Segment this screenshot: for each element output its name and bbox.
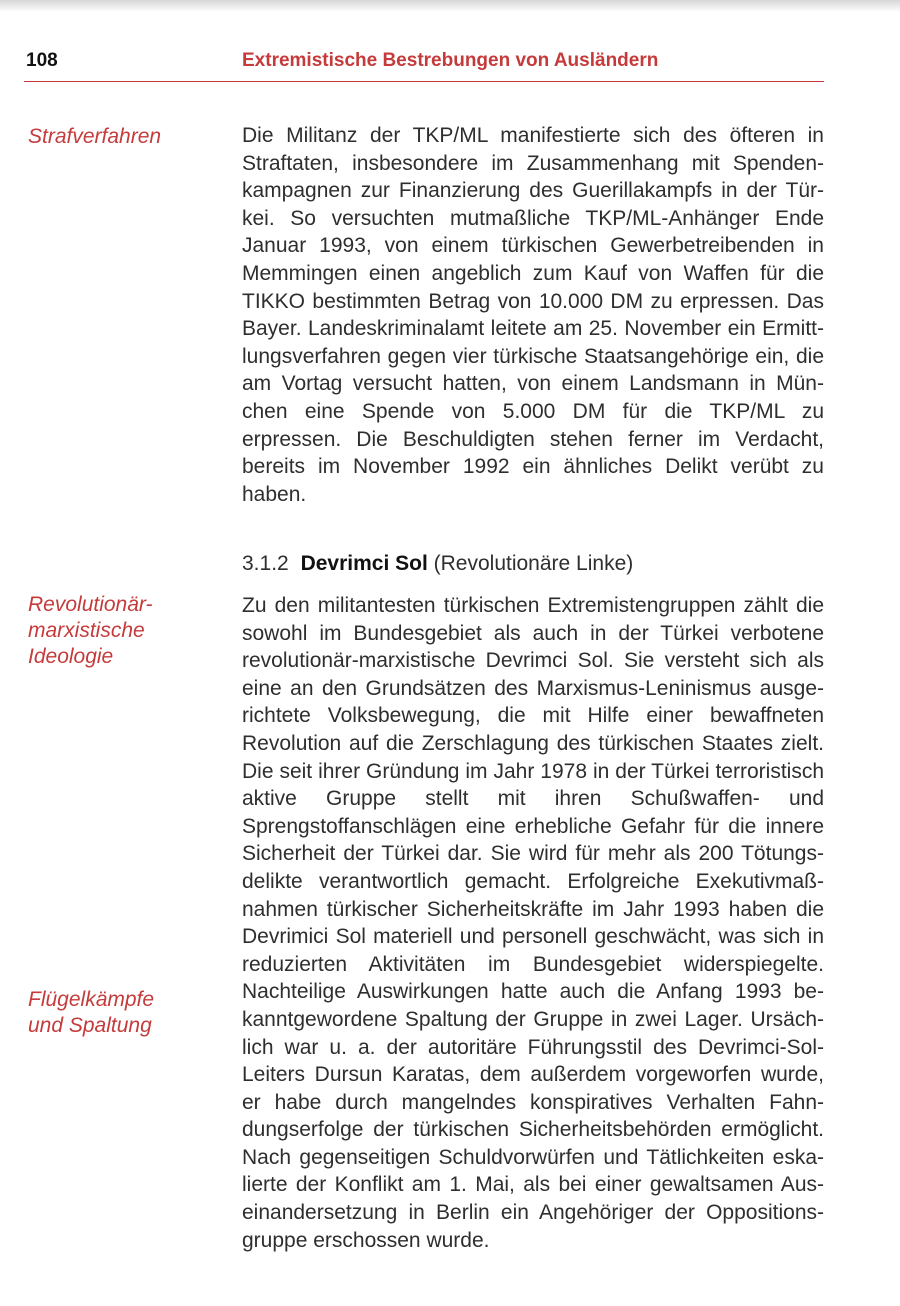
page-header xyxy=(24,50,824,74)
section-name: Devrimci Sol xyxy=(300,552,428,575)
header-rule xyxy=(24,81,824,82)
paragraph-strafverfahren: Die Militanz der TKP/ML manifestierte sich des öfteren in Straftaten, insbesondere im Zusammenhang mit Spendenkampagnen zur Finanzierung des Guerillakampfs in der Türkei. So versuchten mutmaßliche TKP/ML-Anhänger Ende Januar 1993, von einem türkischen Gewerbetreibenden in Memmingen einen angeblich zum Kauf von Waffen für die TIKKO bestimmten Betrag von 10.000 DM zu erpressen. Das Bayer. Landeskriminalamt leitete am 25. November ein Ermittlungsverfahren gegen vier türkische Staatsangehörige ein, die am Vortag versucht hatten, von einem Landsmann in München eine Spende von 5.000 DM für die TKP/ML zu erpressen. Die Beschuldigten stehen ferner im Verdacht, bereits im November 1992 ein ähnliches Delikt verübt zu haben. xyxy=(242,124,824,506)
section-subtitle: (Revolutionäre Linke) xyxy=(433,552,634,575)
running-title: Extremistische Bestrebungen von Ausländern xyxy=(242,50,659,71)
page-number: 108 xyxy=(26,50,58,71)
margin-note-strafverfahren: Strafverfahren xyxy=(28,125,162,148)
section-heading xyxy=(242,550,633,577)
margin-note-fluegelkaempfe: Flügelkämpfe und Spaltung xyxy=(28,988,155,1037)
scan-edge-shade xyxy=(0,0,900,12)
paragraph-devrimci-sol: Zu den militantesten türkischen Extremistengruppen zählt die sowohl im Bundesgebiet als auch in der Türkei verbotene revolutionär-marxistische Devrimci Sol. Sie versteht sich als eine an den Grundsätzen des Marxismus-Leninismus ausgerichtete Volksbewegung, die mit Hilfe einer bewaffneten Revolution auf die Zerschlagung des türkischen Staates zielt. Die seit ihrer Gründung im Jahr 1978 in der Türkei terroristisch aktive Gruppe stellt mit ihren Schußwaffen- und Sprengstoffanschlägen eine erhebliche Gefahr für die innere Sicherheit der Türkei dar. Sie wird für mehr als 200 Tötungsdelikte verantwortlich gemacht. Erfolgreiche Exekutivmaßnahmen türkischer Sicherheitskräfte im Jahr 1993 haben die Devrimici Sol materiell und personell geschwächt, was sich in reduzierten Aktivitäten im Bundesgebiet widerspiegelte. Nachteilige Auswirkungen hatte auch die Anfang 1993 bekanntgewordene Spaltung der Gruppe in zwei Lager. Ursächlich war u. a. der autoritäre Führungsstil des Devrimci-Sol-Leiters Dursun Karatas, dem außerdem vorgeworfen wurde, er habe durch mangelndes konspiratives Verhalten Fahndungserfolge der türkischen Sicherheitsbehörden ermöglicht. Nach gegenseitigen Schuldvorwürfen und Tätlichkeiten eskalierte der Konflikt am 1. Mai, als bei einer gewaltsamen Auseinandersetzung in Berlin ein Angehöriger der Oppositionsgruppe erschossen wurde. xyxy=(242,594,824,1252)
section-number: 3.1.2 xyxy=(242,552,289,575)
margin-note-ideologie: Revolutionär- marxistische Ideologie xyxy=(28,593,153,668)
